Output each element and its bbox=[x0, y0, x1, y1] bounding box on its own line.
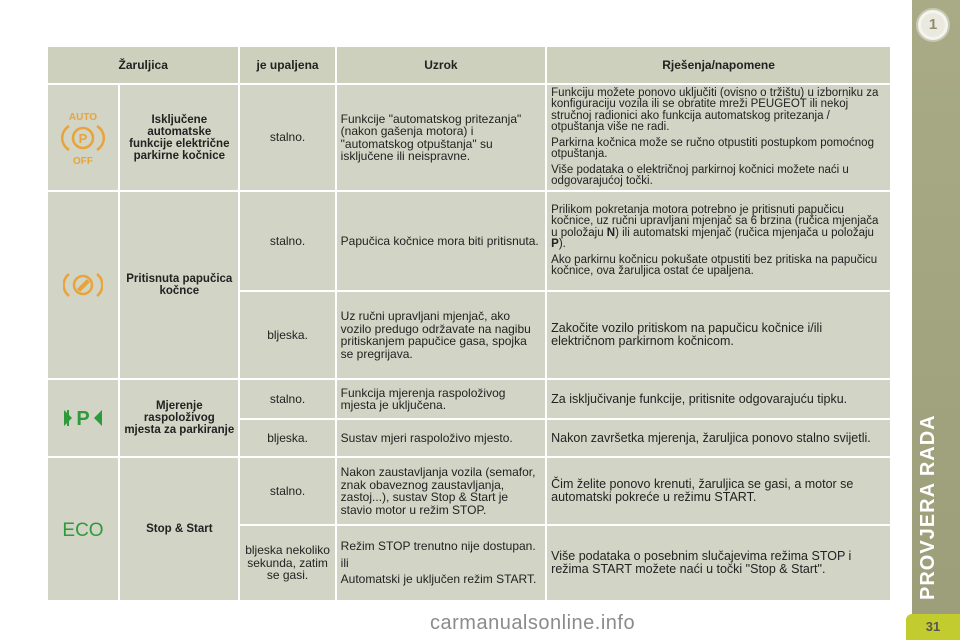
parking-space-measure-icon bbox=[62, 406, 104, 430]
auto-parking-brake-off-icon bbox=[61, 110, 105, 166]
chapter-number-badge: 1 bbox=[916, 8, 950, 42]
indicator-state: stalno. bbox=[240, 380, 334, 418]
indicator-solution: Čim želite ponovo krenuti, žaruljica se gasi, a motor se automatski pokreće u režimu START. bbox=[547, 458, 890, 524]
indicator-cause: Nakon zaustavljanja vozila (semafor, znak obaveznog zaustavljanja, zastoj...), sustav Stop & Start je stavio motor u režim STOP. bbox=[337, 458, 545, 524]
indicator-cause bbox=[337, 526, 545, 600]
solution-text: ) ili automatski mjenjač (ručica mjenjača u položaju bbox=[615, 226, 874, 239]
indicator-cause: Funkcije "automatskog pritezanja" (nakon gašenja motora) i "automatskog otpuštanja" su isključene ili neispravne. bbox=[337, 85, 545, 190]
icon-text-eco: ECO bbox=[62, 520, 104, 539]
icon-cell bbox=[48, 380, 118, 456]
indicator-name: Isključene automatske funkcije električne parkirne kočnice bbox=[120, 85, 238, 190]
icon-text-p: P bbox=[76, 408, 90, 430]
icon-text-p: P bbox=[78, 130, 88, 146]
cause-paragraph: ili bbox=[340, 555, 349, 570]
table-row bbox=[48, 192, 890, 290]
table-row bbox=[48, 85, 890, 190]
solution-text: ). bbox=[558, 238, 566, 250]
indicator-state: bljeska. bbox=[240, 292, 334, 378]
solution-paragraph bbox=[551, 205, 886, 251]
solution-emphasis: P bbox=[551, 238, 559, 250]
indicator-solution: Više podataka o posebnim slučajevima režima STOP i režima START možete naći u točki "Stop & Start". bbox=[547, 526, 890, 600]
icon-cell bbox=[48, 192, 118, 378]
watermark: carmanualsonline.info bbox=[430, 612, 636, 634]
table-row bbox=[48, 458, 890, 524]
indicator-name: Mjerenje raspoloživog mjesta za parkiranje bbox=[120, 380, 238, 456]
icon-cell bbox=[48, 458, 118, 600]
solution-paragraph: Više podataka o električnoj parkirnoj kočnici možete naći u odgovarajućoj točki. bbox=[551, 163, 849, 187]
eco-icon bbox=[58, 519, 108, 539]
table-header-row bbox=[48, 47, 890, 83]
indicator-cause: Funkcija mjerenja raspoloživog mjesta je uključena. bbox=[337, 380, 545, 418]
indicator-table bbox=[46, 45, 892, 602]
brake-pedal-icon bbox=[63, 271, 103, 299]
header-state: je upaljena bbox=[240, 47, 334, 83]
indicator-solution: Nakon završetka mjerenja, žaruljica ponovo stalno svijetli. bbox=[547, 420, 890, 456]
indicator-cause: Papučica kočnice mora biti pritisnuta. bbox=[337, 192, 545, 290]
indicator-solution bbox=[547, 85, 890, 190]
icon-text-off: OFF bbox=[73, 155, 94, 166]
icon-text-auto: AUTO bbox=[69, 111, 98, 123]
header-indicator: Žaruljica bbox=[48, 47, 238, 83]
solution-paragraph: Funkciju možete ponovo uključiti (ovisno o tržištu) u izborniku za konfiguraciju vozila ili se obratite mreži PEUGEOT ili nekoj stručnoj radionici ako funkcija automatskog pritezanja / otpuštanja više ne radi. bbox=[551, 86, 879, 133]
indicator-solution: Zakočite vozilo pritiskom na papučicu kočnice i/ili električnom parkirnom kočnicom. bbox=[547, 292, 890, 378]
indicator-state: stalno. bbox=[240, 192, 334, 290]
solution-text: Prilikom pokretanja motora potrebno je pritisnuti papučicu kočnice, uz ručni upravljani mjenjač sa 6 brzina (ručica mjenjača u položaju bbox=[551, 203, 879, 239]
chapter-title: PROVJERA RADA bbox=[917, 414, 939, 600]
indicator-state: stalno. bbox=[240, 85, 334, 190]
indicator-name: Stop & Start bbox=[120, 458, 238, 600]
header-solutions: Rješenja/napomene bbox=[547, 47, 890, 83]
header-cause: Uzrok bbox=[337, 47, 545, 83]
indicator-name: Pritisnuta papučica kočnce bbox=[120, 192, 238, 378]
indicator-solution: Za isključivanje funkcije, pritisnite odgovarajuću tipku. bbox=[547, 380, 890, 418]
indicator-state: bljeska nekoliko sekunda, zatim se gasi. bbox=[240, 526, 334, 600]
indicator-cause: Uz ručni upravljani mjenjač, ako vozilo predugo održavate na nagibu pritiskanjem papučice gasa, spojka se pregrijava. bbox=[337, 292, 545, 378]
indicator-solution bbox=[547, 192, 890, 290]
indicator-state: bljeska. bbox=[240, 420, 334, 456]
indicator-cause: Sustav mjeri raspoloživo mjesto. bbox=[337, 420, 545, 456]
solution-paragraph: Ako parkirnu kočnicu pokušate otpustiti bez pritiska na papučicu kočnice, ova žaruljica ostat će upaljena. bbox=[551, 253, 878, 277]
table-row bbox=[48, 380, 890, 418]
solution-paragraph: Parkirna kočnica može se ručno otpustiti postupkom pomoćnog otpuštanja. bbox=[551, 136, 874, 160]
icon-cell bbox=[48, 85, 118, 190]
indicator-state: stalno. bbox=[240, 458, 334, 524]
page-number: 31 bbox=[906, 614, 960, 640]
cause-paragraph: Automatski je uključen režim START. bbox=[340, 572, 537, 587]
cause-paragraph: Režim STOP trenutno nije dostupan. bbox=[340, 539, 536, 554]
solution-emphasis: N bbox=[606, 226, 616, 239]
